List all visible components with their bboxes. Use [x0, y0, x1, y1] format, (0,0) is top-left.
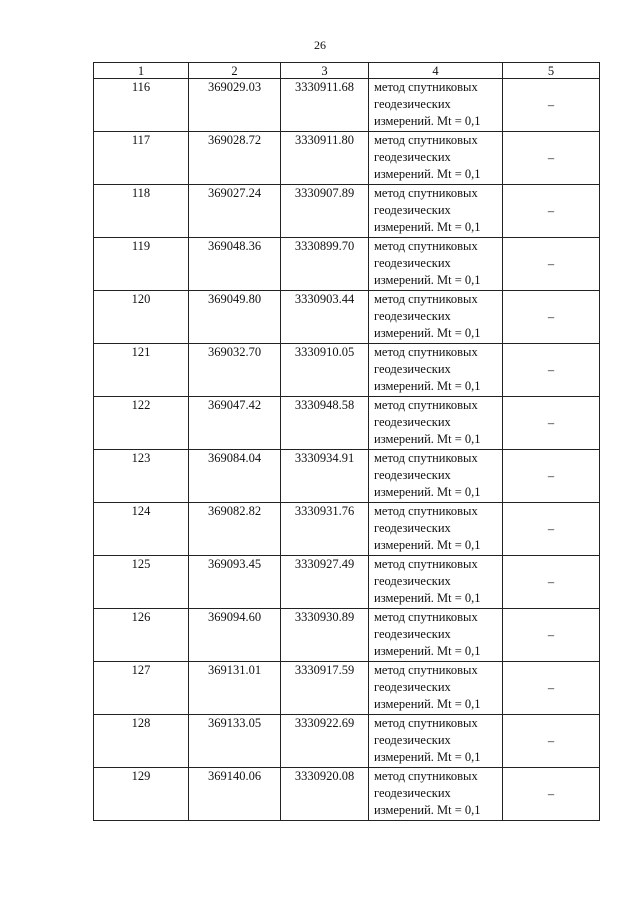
- note-cell: –: [503, 238, 600, 291]
- coordinate-x: 369029.03: [189, 79, 281, 132]
- table-row: [94, 79, 600, 132]
- note-cell: –: [503, 715, 600, 768]
- coordinate-y: 3330911.80: [281, 132, 369, 185]
- coordinate-x: 369048.36: [189, 238, 281, 291]
- note-cell: –: [503, 344, 600, 397]
- coordinate-x: 369028.72: [189, 132, 281, 185]
- coordinate-x: 369133.05: [189, 715, 281, 768]
- coordinate-y: 3330948.58: [281, 397, 369, 450]
- coordinate-x: 369094.60: [189, 609, 281, 662]
- table-header-row: [94, 63, 600, 79]
- coordinate-x: 369032.70: [189, 344, 281, 397]
- coordinate-y: 3330899.70: [281, 238, 369, 291]
- method-description: метод спутниковых геодезических измерений. Mt = 0,1: [369, 238, 503, 291]
- coordinate-x: 369140.06: [189, 768, 281, 821]
- note-cell: –: [503, 768, 600, 821]
- coordinate-y: 3330934.91: [281, 450, 369, 503]
- note-cell: –: [503, 79, 600, 132]
- note-cell: –: [503, 556, 600, 609]
- coordinate-y: 3330911.68: [281, 79, 369, 132]
- table-row: [94, 238, 600, 291]
- point-number: 117: [94, 132, 189, 185]
- coordinate-y: 3330907.89: [281, 185, 369, 238]
- table-row: [94, 768, 600, 821]
- table-row: [94, 503, 600, 556]
- table-row: [94, 715, 600, 768]
- coordinate-y: 3330927.49: [281, 556, 369, 609]
- method-description: метод спутниковых геодезических измерений. Mt = 0,1: [369, 344, 503, 397]
- coordinate-y: 3330917.59: [281, 662, 369, 715]
- coordinate-x: 369131.01: [189, 662, 281, 715]
- coordinate-x: 369047.42: [189, 397, 281, 450]
- table-row: [94, 450, 600, 503]
- header-col-3: 3: [281, 63, 369, 79]
- point-number: 124: [94, 503, 189, 556]
- point-number: 123: [94, 450, 189, 503]
- coordinate-x: 369027.24: [189, 185, 281, 238]
- point-number: 116: [94, 79, 189, 132]
- table-row: [94, 291, 600, 344]
- point-number: 118: [94, 185, 189, 238]
- method-description: метод спутниковых геодезических измерений. Mt = 0,1: [369, 291, 503, 344]
- method-description: метод спутниковых геодезических измерений. Mt = 0,1: [369, 768, 503, 821]
- note-cell: –: [503, 609, 600, 662]
- table-row: [94, 397, 600, 450]
- coordinate-x: 369049.80: [189, 291, 281, 344]
- point-number: 121: [94, 344, 189, 397]
- coordinate-y: 3330903.44: [281, 291, 369, 344]
- coordinate-x: 369093.45: [189, 556, 281, 609]
- header-col-4: 4: [369, 63, 503, 79]
- method-description: метод спутниковых геодезических измерений. Mt = 0,1: [369, 662, 503, 715]
- method-description: метод спутниковых геодезических измерений. Mt = 0,1: [369, 185, 503, 238]
- table-row: [94, 609, 600, 662]
- method-description: метод спутниковых геодезических измерений. Mt = 0,1: [369, 503, 503, 556]
- method-description: метод спутниковых геодезических измерений. Mt = 0,1: [369, 609, 503, 662]
- coordinates-table: [93, 62, 600, 821]
- coordinate-y: 3330931.76: [281, 503, 369, 556]
- note-cell: –: [503, 291, 600, 344]
- note-cell: –: [503, 397, 600, 450]
- method-description: метод спутниковых геодезических измерений. Mt = 0,1: [369, 132, 503, 185]
- coordinate-x: 369084.04: [189, 450, 281, 503]
- method-description: метод спутниковых геодезических измерений. Mt = 0,1: [369, 79, 503, 132]
- method-description: метод спутниковых геодезических измерений. Mt = 0,1: [369, 397, 503, 450]
- table-row: [94, 132, 600, 185]
- point-number: 122: [94, 397, 189, 450]
- point-number: 126: [94, 609, 189, 662]
- point-number: 119: [94, 238, 189, 291]
- point-number: 128: [94, 715, 189, 768]
- note-cell: –: [503, 450, 600, 503]
- page-number: 26: [314, 38, 326, 52]
- coordinate-y: 3330910.05: [281, 344, 369, 397]
- point-number: 120: [94, 291, 189, 344]
- coordinate-y: 3330922.69: [281, 715, 369, 768]
- note-cell: –: [503, 132, 600, 185]
- table-row: [94, 344, 600, 397]
- point-number: 127: [94, 662, 189, 715]
- point-number: 125: [94, 556, 189, 609]
- header-col-5: 5: [503, 63, 600, 79]
- point-number: 129: [94, 768, 189, 821]
- method-description: метод спутниковых геодезических измерений. Mt = 0,1: [369, 715, 503, 768]
- header-col-1: 1: [94, 63, 189, 79]
- table-row: [94, 185, 600, 238]
- table-row: [94, 662, 600, 715]
- note-cell: –: [503, 662, 600, 715]
- note-cell: –: [503, 185, 600, 238]
- note-cell: –: [503, 503, 600, 556]
- method-description: метод спутниковых геодезических измерений. Mt = 0,1: [369, 450, 503, 503]
- table-row: [94, 556, 600, 609]
- coordinate-y: 3330930.89: [281, 609, 369, 662]
- method-description: метод спутниковых геодезических измерений. Mt = 0,1: [369, 556, 503, 609]
- coordinate-y: 3330920.08: [281, 768, 369, 821]
- coordinate-x: 369082.82: [189, 503, 281, 556]
- header-col-2: 2: [189, 63, 281, 79]
